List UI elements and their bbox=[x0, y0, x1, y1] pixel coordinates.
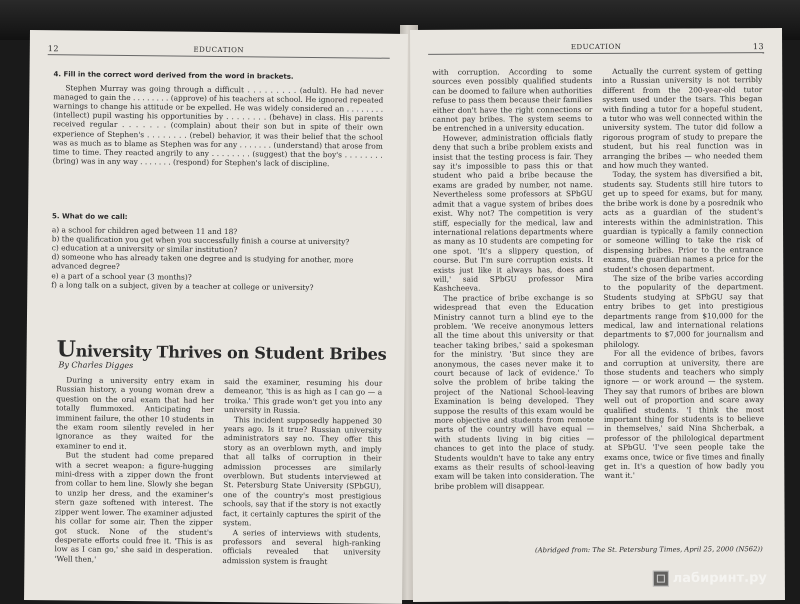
article-column-3 bbox=[432, 67, 595, 546]
right-page bbox=[410, 28, 785, 602]
running-head-right bbox=[428, 42, 764, 55]
article-title: University Thrives on Student Bribes bbox=[56, 336, 387, 364]
paragraph: The size of the bribe varies according to the popularity of the department. Students studying at SPbGU say that entry bribes to get into prestigious departments range from $10,000 for the medical, law and international relations departments to $7,000 for journalism and philology. bbox=[603, 273, 764, 349]
list-item: d) someone who has already taken one degree and is studying for another, more advanced degree? bbox=[51, 252, 354, 272]
watermark-text: лабиринт.ру bbox=[672, 570, 767, 587]
list-item: c) education at a university or similar institution? bbox=[51, 243, 238, 255]
list-item: f) a long talk on a subject, given by a teacher at college or university? bbox=[51, 279, 314, 292]
paragraph: This incident supposedly happened 30 years ago. Is it true? Russian university administrators say no. They offer this story as an overblown myth, and imply that all talks of corruption in their admission processes are similarly overblown. But students interviewed at St. Petersburg State University (SPbGU), one of the country's most prestigious schools, say that if the story is not exactly fact, it certainly captures the spirit of the system. bbox=[222, 414, 382, 528]
paragraph: But the student had come prepared with a secret weapon: a figure-hugging mini-dress with a zipper down the front from collar to hem line. Slowly she began to unzip her dress, and the examiner's stern gaze softened with interest. The zipper went lower. The examiner adjusted his collar for some air. Then the zipper got stuck. None of the student's desperate efforts could free it. 'This is as low as I can go,' she said in desperation. 'Well then,' bbox=[54, 450, 214, 564]
paragraph: Today, the system has diversified a bit, students say. Students still hire tutors to get up to speed for exams, but for many, the bribe work is done by a posrednik who acts as a guardian of the student's interests within the administration. This guardian is typically a family connection or someone willing to take the risk of dispensing bribes. Prior to the entrance exams, the guardian names a price for the student's chosen department. bbox=[602, 169, 764, 274]
paragraph: Actually the current system of getting into a Russian university is not terribly different from the 200-year-old tutor system used under the tsars. This began with finding a tutor for a hopeful student, a tutor who was well connected within the university system. The tutor did follow a rigorous program of study to prepare the student, but his real function was in arranging the bribes — who needed them and how much they wanted. bbox=[602, 66, 763, 171]
article-column-1 bbox=[54, 375, 214, 599]
paragraph: A series of interviews with students, professors and several high-ranking officials revealed that university admission system is fraught bbox=[222, 527, 381, 566]
article-column-2 bbox=[222, 377, 382, 601]
exercise-5 bbox=[51, 212, 382, 292]
running-head-text-left: EDUCATION bbox=[193, 45, 245, 55]
exercise-4 bbox=[53, 70, 384, 168]
paragraph: with corruption. According to some sources even possibly qualified students can be doomed to failure when authorities refuse to pass them because their families either don't have the right connections or cannot pay bribes. The system seems to be entrenched in a university education. bbox=[432, 66, 593, 134]
paragraph: For all the evidence of bribes, favors and corruption at university, there are those students and teachers who simply ignore — or work around — the system. They say that rumors of bribes are blown well out of proportion and scare away qualified students. 'I think the most important thing for students is to believe in themselves,' said Nina Shcherbak, a professor of the philological department at SPbGU. 'I've seen people take the exams once, twice or five times and finally get in. It's a question of how badly you want it.' bbox=[603, 348, 765, 481]
article-source: (Abridged from: The St. Petersburg Times, April 25, 2000 (N562)) bbox=[535, 545, 763, 555]
running-head-text-right: EDUCATION bbox=[570, 42, 622, 52]
list-item: e) a part of a school year (3 months)? bbox=[51, 270, 192, 282]
exercise-5-title: 5. What do we call: bbox=[52, 212, 128, 222]
page-number-right: 13 bbox=[752, 42, 765, 52]
paragraph: During a university entry exam in Russian history, a young woman drew a question on the oral exam that had her totally flummoxed. Anticipating her imminent failure, the other 10 students in the exam room silently reveled in her ignorance as they waited for the examiner to end it. bbox=[55, 375, 215, 451]
paragraph: The practice of bribe exchange is so widespread that even the Education Ministry cannot turn a blind eye to the problem. 'We receive anonymous letters all the time about this university or that teacher taking bribes,' said a spokesman for the ministry. 'But since they are anonymous, the cases never make it to court because of lack of evidence.' To solve the problem of bribe taking the project of the National School-leaving Examination is being developed. They suppose the results of this exam would be more objective and students from remote parts of the country will have equal — with students living in big cities — chances to get into the place of study. Students wouldn't have to take any entry exams as their results of school-leaving exam will be taken into consideration. The bribe problem will disappear. bbox=[433, 292, 595, 491]
article-author: By Charles Digges bbox=[58, 360, 134, 371]
article-column-4 bbox=[602, 66, 765, 545]
watermark bbox=[653, 570, 767, 587]
exercise-5-list bbox=[51, 225, 382, 292]
exercise-4-body: Stephen Murray was going through a difficult . . . . . . . . . (adult). He had never managed to gain the . . . . . . . . (approve) of his teachers at school. He ignored repeated warnings to change his attitude or be expelled. He was widely considered an . . . . . . . . (intellect) pupil wasting his opportunities by . . . . . . . . (behave) in class. His parents received regular . . . . . . . (complain) about their son but in spite of their own experience of Stephen's . . . . . . . . (rebel) behavior, it was their belief that the school was as much as to blame as Stephen was for any . . . . . . . (understand) that arose from time to time. They reacted angrily to any . . . . . . . . (suggest) that the boy's . . . . . . . . (bring) was in any way . . . . . . . (respond) for Stephen's lack of discipline. bbox=[52, 83, 384, 168]
paragraph: However, administration officials flatly deny that such a bribe problem exists and insist that the testing process is fair. They say it's impossible to pass this or that student who paid a bribe because the exams are graded by number, not name. Nevertheless some professors at SPbGU admit that a vague system of bribes does exist. Why not? The competition is very stiff, especially for the medical, law and international relations departments where as many as 10 students are competing for one spot. 'It's a slippery question, of course. But I'm sure corruption exists. It exists just like it always has, does and will,' said SPbGU professor Mira Kashcheeva. bbox=[432, 132, 594, 294]
exercise-4-title: 4. Fill in the correct word derived from the word in brackets. bbox=[53, 70, 294, 81]
page-number-left: 12 bbox=[47, 44, 60, 54]
paragraph: said the examiner, resuming his dour demeanor, 'this is as high as I can go — a troika.' This grade won't get you into any university in Russia. bbox=[223, 377, 383, 416]
left-page bbox=[24, 30, 408, 604]
labirint-logo-icon bbox=[653, 571, 669, 587]
list-item: a) a school for children aged between 11 and 18? bbox=[51, 225, 238, 237]
list-item: b) the qualification you get when you successfully finish a course at university? bbox=[51, 234, 350, 247]
running-head-left bbox=[48, 44, 390, 59]
